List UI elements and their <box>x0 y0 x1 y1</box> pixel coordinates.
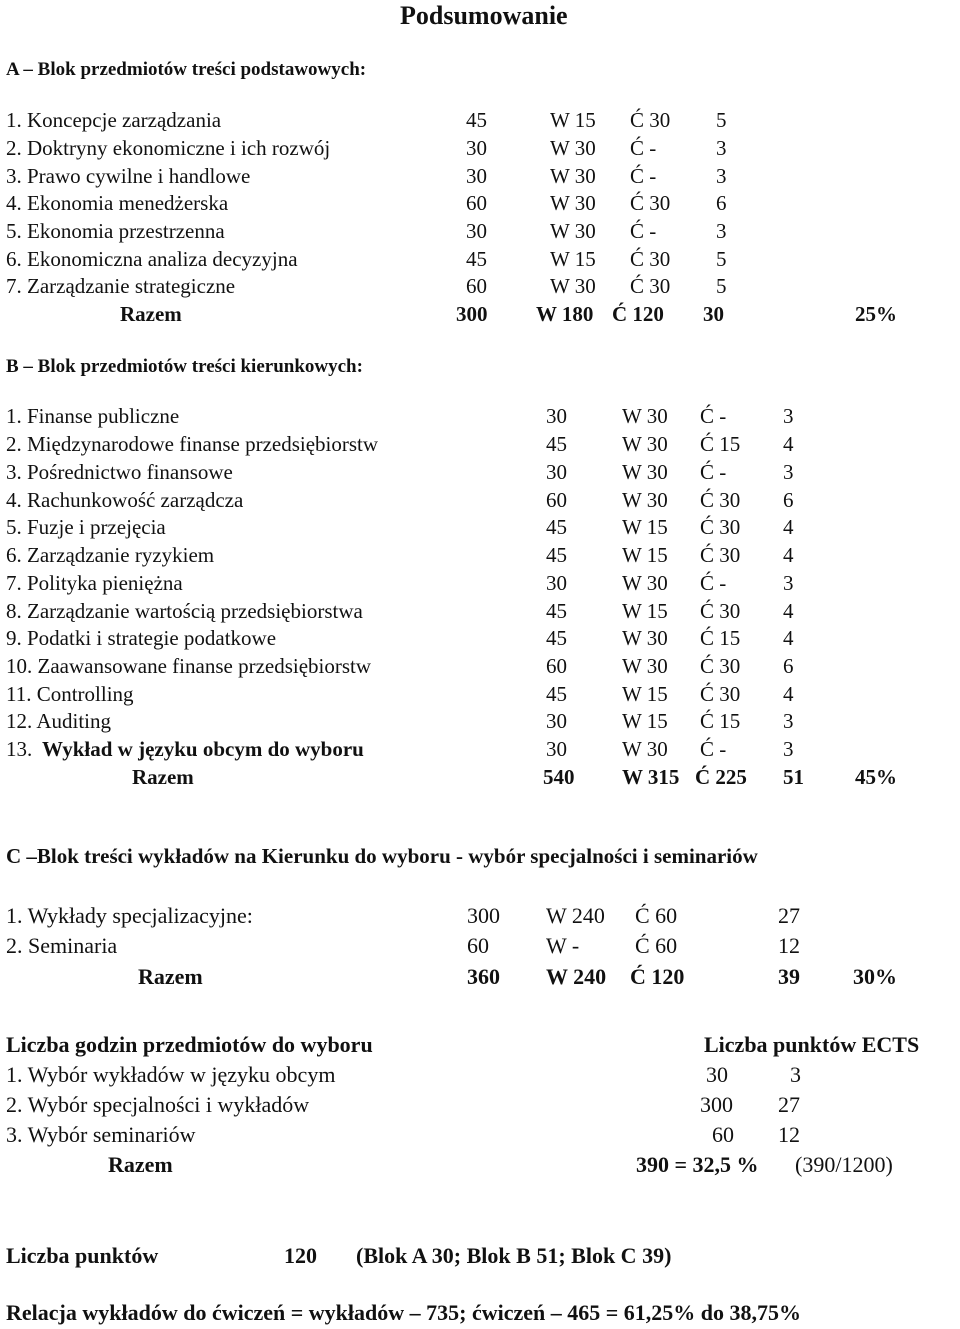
page-title: Podsumowanie <box>400 1 568 30</box>
block-c-heading: C –Blok treści wykładów na Kierunku do wyboru - wybór specjalności i seminariów <box>6 844 758 868</box>
ects-heading: Liczba punktów ECTS <box>704 1032 920 1057</box>
block-a-heading: A – Blok przedmiotów treści podstawowych: <box>6 59 367 80</box>
relation-line: Relacja wykładów do ćwiczeń = wykładów – 735; ćwiczeń – 465 = 61,25% do 38,75% <box>6 1300 802 1325</box>
block-b-heading: B – Blok przedmiotów treści kierunkowych: <box>6 356 363 377</box>
elective-heading: Liczba godzin przedmiotów do wyboru <box>6 1032 373 1057</box>
